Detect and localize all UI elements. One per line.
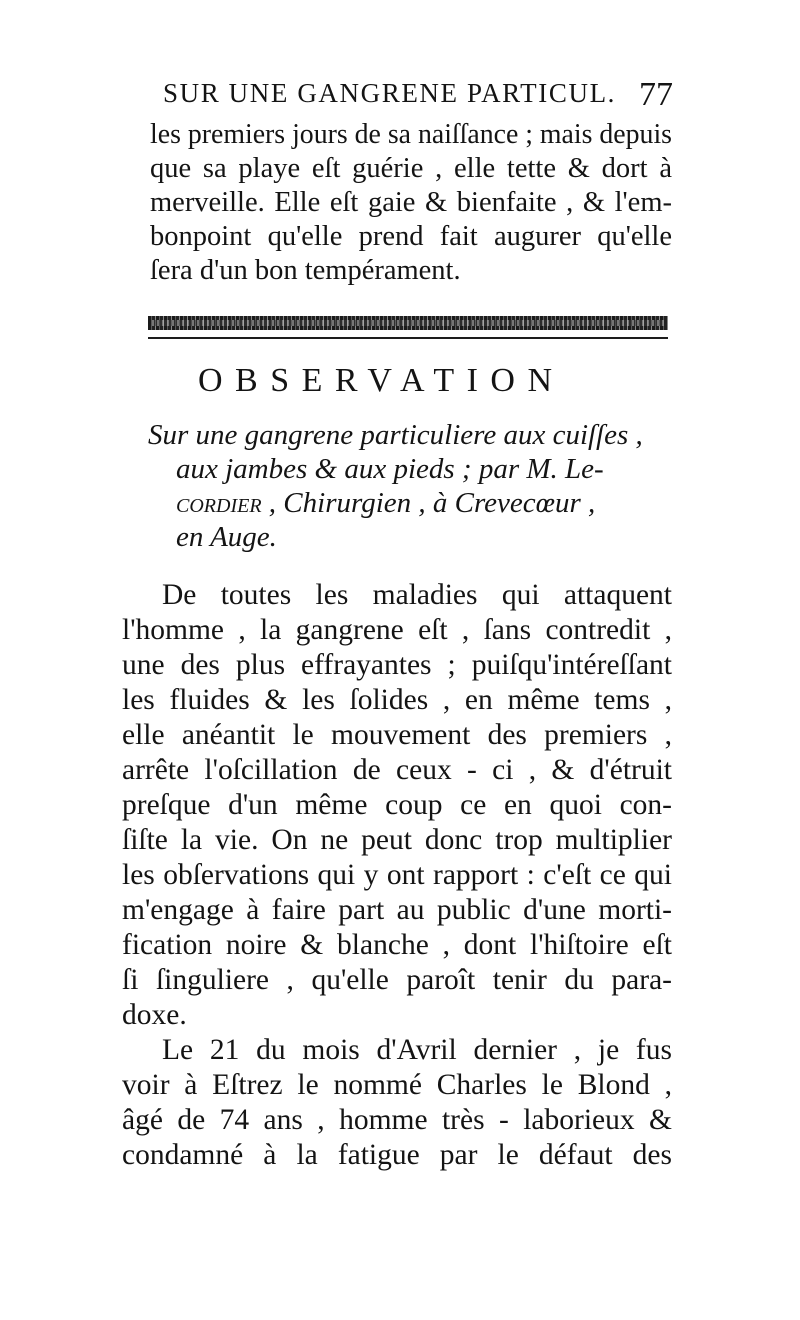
subtitle-line: Sur une gangrene particuliere aux cuiſſes , bbox=[148, 419, 643, 451]
text-line: De toutes les maladies qui attaquent bbox=[162, 579, 672, 611]
text-line: âgé de 74 ans , homme très - laborieux & bbox=[122, 1104, 672, 1136]
author-details: , Chirurgien , à Crevecœur , bbox=[261, 487, 596, 519]
subtitle-line: en Auge. bbox=[176, 521, 277, 553]
ornament-rule bbox=[148, 337, 668, 339]
text-line: condamné à la fatigue par le défaut des bbox=[122, 1139, 672, 1171]
text-line: merveille. Elle eſt gaie & bienfaite , & l'em- bbox=[150, 187, 672, 218]
text-line: les premiers jours de sa naiſſance ; mais depuis bbox=[150, 119, 672, 150]
text-line: bonpoint qu'elle prend fait augurer qu'elle bbox=[150, 221, 672, 252]
text-line: preſque d'un même coup ce en quoi con- bbox=[122, 789, 672, 821]
text-line: voir à Eſtrez le nommé Charles le Blond , bbox=[122, 1069, 672, 1101]
text-line: l'homme , la gangrene eſt , ſans contredit , bbox=[122, 614, 672, 646]
text-line: arrête l'oſcillation de ceux - ci , & d'étruit bbox=[122, 754, 672, 786]
text-line: les fluides & les ſolides , en même tems , bbox=[122, 684, 672, 716]
text-line: une des plus effrayantes ; puiſqu'intéreſſant bbox=[122, 649, 672, 681]
text-line: Le 21 du mois d'Avril dernier , je fus bbox=[162, 1034, 672, 1066]
running-head bbox=[163, 78, 673, 118]
running-title: SUR UNE GANGRENE PARTICUL. bbox=[163, 78, 617, 108]
ornamental-divider bbox=[148, 316, 668, 344]
page-number: 77 bbox=[639, 76, 673, 113]
text-line: ſi ſinguliere , qu'elle paroît tenir du para- bbox=[122, 964, 672, 996]
ornament-band-inner bbox=[152, 320, 664, 326]
text-line: fication noire & blanche , dont l'hiſtoire eſt bbox=[122, 929, 672, 961]
text-line: doxe. bbox=[122, 999, 187, 1031]
text-line: m'engage à faire part au public d'une morti- bbox=[122, 894, 672, 926]
text-line: que sa playe eſt guérie , elle tette & dort à bbox=[150, 153, 672, 184]
subtitle-line: aux jambes & aux pieds ; par M. Le- bbox=[176, 453, 604, 485]
author-name: cordier bbox=[176, 487, 262, 519]
text-line: les obſervations qui y ont rapport : c'eſt ce qui bbox=[122, 859, 672, 891]
section-heading: OBSERVATION bbox=[198, 362, 565, 399]
text-line: elle anéantit le mouvement des premiers , bbox=[122, 719, 672, 751]
text-line: ſiſte la vie. On ne peut donc trop multiplier bbox=[122, 824, 672, 856]
text-line: ſera d'un bon tempérament. bbox=[150, 255, 461, 286]
subtitle-line bbox=[176, 486, 595, 520]
